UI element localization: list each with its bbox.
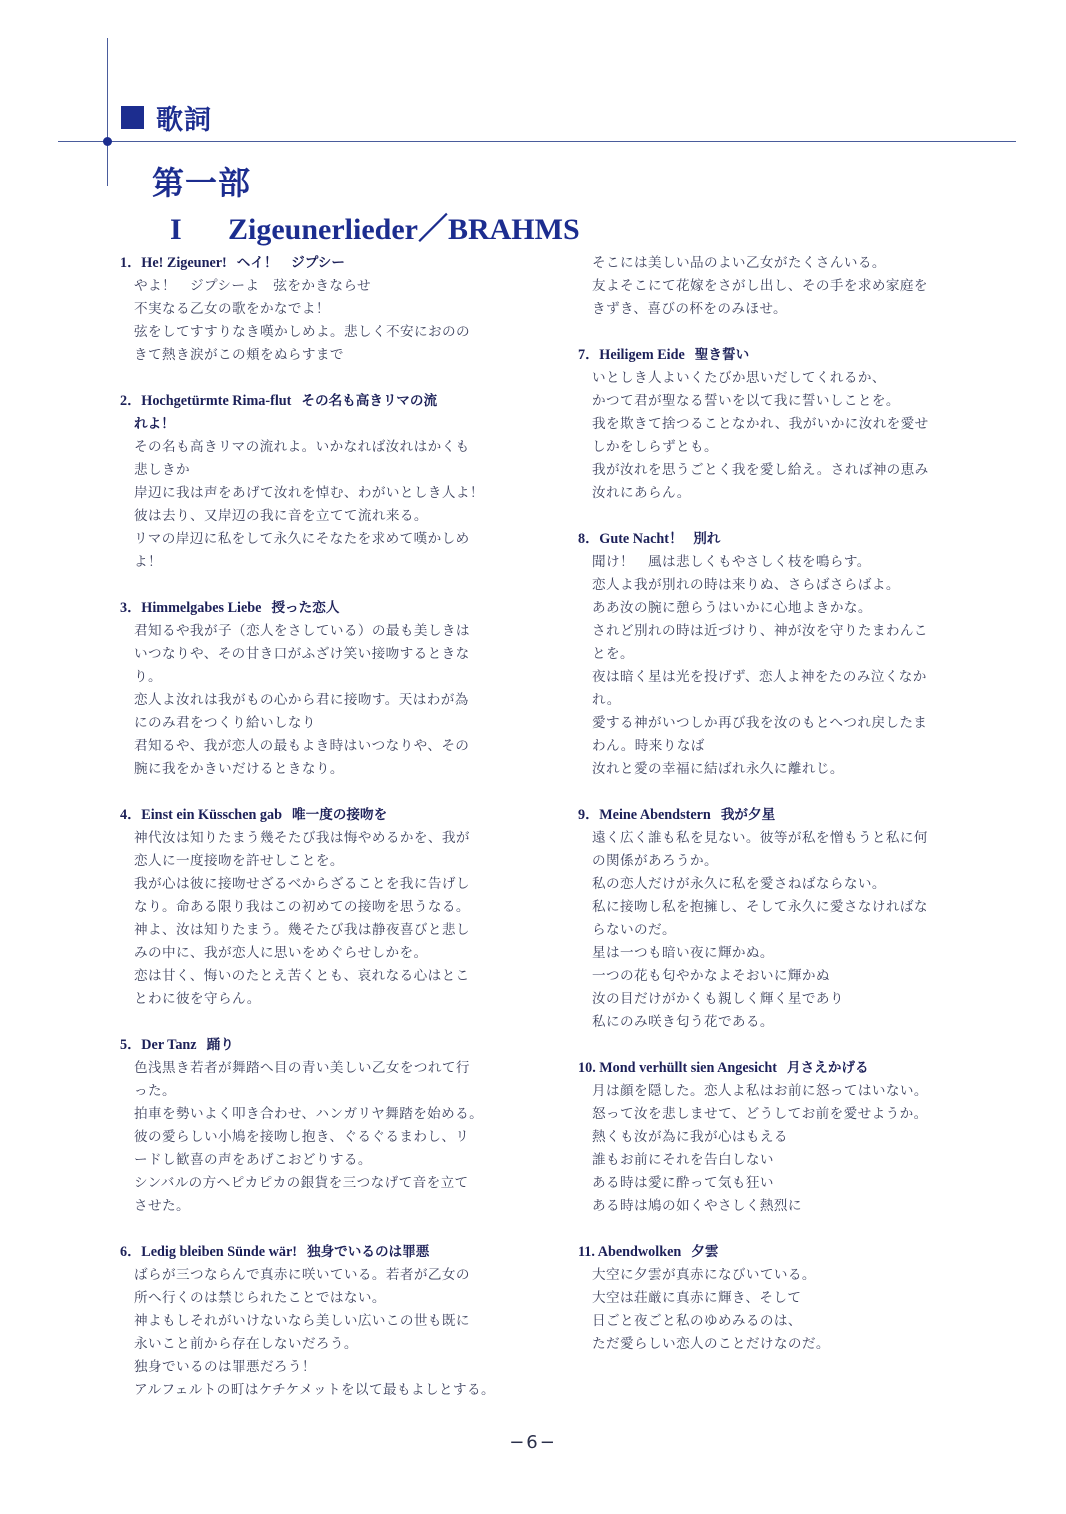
section-title: 歌詞 [156, 105, 212, 136]
song-block [120, 1241, 512, 1402]
song-heading: 10. Mond verhüllt sien Angesicht 月さえかげる [578, 1060, 869, 1076]
page-number: −6− [509, 1432, 557, 1453]
lyric-line: 悲しきか [134, 462, 190, 478]
song-block [120, 1034, 512, 1218]
lyric-line: アルフェルトの町はケチケメットを以て最もよしとする。 [134, 1382, 495, 1398]
lyric-line: らないのだ。 [592, 922, 676, 938]
lyric-line: よ！ [134, 554, 162, 570]
lyrics-column-right [578, 252, 970, 1356]
lyric-line: 恋は甘く、悔いのたとえ苦くとも、哀れなる心はとこ [134, 968, 470, 984]
song-heading: 3．Himmelgabes Liebe 授った恋人 [120, 600, 340, 616]
lyric-line: 不実なる乙女の歌をかなでよ！ [134, 301, 330, 317]
song-heading: 7．Heiligem Eide 聖き誓い [578, 347, 750, 363]
lyric-line: 永いこと前から存在しないだろう。 [134, 1336, 358, 1352]
lyric-line: ああ汝の腕に憩らうはいかに心地よきかな。 [592, 600, 872, 616]
lyric-line: いとしき人よいくたびか思いだしてくれるか、 [592, 370, 886, 386]
lyric-line: 大空は荘厳に真赤に輝き、そして [592, 1290, 802, 1306]
lyric-line: やよ！ ジプシーよ 弦をかきならせ [134, 278, 371, 294]
song-block [578, 528, 970, 781]
part-title: 第一部 [152, 164, 252, 202]
lyric-line: 我が心は彼に接吻せざるべからざることを我に告げし [134, 876, 470, 892]
lyric-line: 神よ、汝は知りたまう。幾そたび我は静夜喜びと悲し [134, 922, 470, 938]
song-block [120, 597, 512, 781]
lyric-line: いつなりや、その甘き口がふざけ笑い接吻するときな [134, 646, 470, 662]
lyric-line: 独身でいるのは罪悪だろう！ [134, 1359, 316, 1375]
lyrics-column-left [120, 252, 512, 1402]
lyric-line: ただ愛らしい恋人のことだけなのだ。 [592, 1336, 830, 1352]
lyric-line: 遠く広く誰も私を見ない。彼等が私を憎もうと私に何 [592, 830, 928, 846]
lyric-line: そこには美しい品のよい乙女がたくさんいる。 [592, 255, 886, 271]
lyric-line: なり。命ある限り我はこの初めての接吻を思うなる。 [134, 899, 470, 915]
song-block [120, 804, 512, 1011]
lyric-line: 私の恋人だけが永久に私を愛さねばならない。 [592, 876, 886, 892]
lyric-line: ばらが三つならんで真赤に咲いている。若者が乙女の [134, 1267, 470, 1283]
lyric-line: みの中に、我が恋人に思いをめぐらせしかを。 [134, 945, 428, 961]
song-heading: 9．Meine Abendstern 我が夕星 [578, 807, 776, 823]
lyric-line: 君知るや、我が恋人の最もよき時はいつなりや、その [134, 738, 470, 754]
lyric-line: シンバルの方へピカピカの銀貨を三つなげて音を立て [134, 1175, 469, 1191]
lyric-line: きずき、喜びの杯をのみほせ。 [592, 301, 787, 317]
lyric-line: 弦をしてすすりなき嘆かしめよ。悲しく不安におのの [134, 324, 470, 340]
piece-title-text: Zigeunerlieder／BRAHMS [228, 213, 580, 246]
lyric-line: 私に接吻し私を抱擁し、そして永久に愛さなければな [592, 899, 928, 915]
lyric-line: 彼は去り、又岸辺の我に音を立てて流れ来る。 [134, 508, 428, 524]
lyric-line: わん。時来りなば [592, 738, 705, 754]
lyric-line: 星は一つも暗い夜に輝かぬ。 [592, 945, 774, 961]
song-heading: 11. Abendwolken 夕雲 [578, 1244, 719, 1260]
lyric-line: り。 [134, 669, 162, 685]
vertical-rule [107, 38, 108, 186]
song-heading: 5．Der Tanz 踊り [120, 1037, 234, 1053]
lyric-line: させた。 [134, 1198, 190, 1214]
song-block [578, 1057, 970, 1218]
lyric-line: 汝れにあらん。 [592, 485, 691, 501]
lyric-line: 日ごと夜ごと私のゆめみるのは、 [592, 1313, 802, 1329]
lyric-line: 色浅黒き若者が舞踏へ目の青い美しい乙女をつれて行 [134, 1060, 470, 1076]
rule-junction-dot [103, 137, 112, 146]
lyric-line: 腕に我をかきいだけるときなり。 [134, 761, 344, 777]
lyric-line: れ。 [592, 692, 621, 708]
song-heading: 4．Einst ein Küsschen gab 唯一度の接吻を [120, 807, 388, 823]
lyric-line: リマの岸辺に私をして永久にそなたを求めて嘆かしめ [134, 531, 470, 547]
lyric-line: 聞け！ 風は悲しくもやさしく枝を鳴らす。 [592, 554, 871, 570]
lyric-line: 汝れと愛の幸福に結ばれ永久に離れじ。 [592, 761, 844, 777]
song-block [120, 390, 512, 574]
piece-title [170, 204, 580, 248]
song-block [578, 344, 970, 505]
song-block [578, 804, 970, 1034]
lyric-line: った。 [134, 1083, 176, 1099]
lyric-line: しかをしらずとも。 [592, 439, 718, 455]
lyric-line: ある時は愛に酔って気も狂い [592, 1175, 774, 1191]
lyric-line: 熱くも汝が為に我が心はもえる [592, 1129, 788, 1145]
lyric-line: とを。 [592, 646, 634, 662]
lyric-line: 神代汝は知りたまう幾そたび我は悔やめるかを、我が [134, 830, 470, 846]
song-block [120, 252, 512, 367]
song-block [578, 1241, 970, 1356]
lyric-line: 拍車を勢いよく叩き合わせ、ハンガリヤ舞踏を始める。 [134, 1106, 484, 1122]
lyric-line: 君知るや我が子（恋人をさしている）の最も美しきは [134, 623, 470, 639]
lyric-line: 私にのみ咲き匂う花である。 [592, 1014, 774, 1030]
lyric-line: 我を欺きて捨つることなかれ、我がいかに汝れを愛せ [592, 416, 929, 432]
lyric-line: 大空に夕雲が真赤になびいている。 [592, 1267, 816, 1283]
song-heading: 2．Hochgetürmte Rima-flut その名も高きリマの流 [120, 393, 438, 409]
lyric-line: 月は顔を隠した。恋人よ私はお前に怒ってはいない。 [592, 1083, 928, 1099]
lyric-line: とわに彼を守らん。 [134, 991, 261, 1007]
section-square-icon [121, 106, 144, 129]
lyric-line: その名も高きリマの流れよ。いかなれば汝れはかくも [134, 439, 470, 455]
lyric-line: 岸辺に我は声をあげて汝れを悼む、わがいとしき人よ！ [134, 485, 484, 501]
lyric-line: ある時は鳩の如くやさしく熱烈に [592, 1198, 802, 1214]
piece-numeral: I [170, 213, 182, 246]
song-heading-cont: れよ！ [134, 416, 175, 432]
lyric-line: 所へ行くのは禁じられたことではない。 [134, 1290, 386, 1306]
lyric-line: ードし歓喜の声をあげこおどりする。 [134, 1152, 372, 1168]
lyric-line: 恋人よ汝れは我がもの心から君に接吻す。天はわが為 [134, 692, 469, 708]
lyric-line: 汝の目だけがかくも親しく輝く星であり [592, 991, 844, 1007]
lyric-line: かつて君が聖なる誓いを以て我に誓いしことを。 [592, 393, 900, 409]
lyric-line: されど別れの時は近づけり、神が汝を守りたまわんこ [592, 623, 928, 639]
lyric-line: の関係があろうか。 [592, 853, 718, 869]
lyric-line: 我が汝れを思うごとく我を愛し給え。されば神の恵み [592, 462, 929, 478]
song-heading: 1．He! Zigeuner! ヘイ！ ジプシー [120, 255, 345, 271]
lyric-line: にのみ君をつくり給いしなり [134, 715, 316, 731]
song-heading: 8．Gute Nacht！ 別れ [578, 531, 721, 547]
lyric-line: 恋人に一度接吻を許せしことを。 [134, 853, 344, 869]
lyric-line: 一つの花も匂やかなよそおいに輝かぬ [592, 968, 830, 984]
lyric-line: 怒って汝を悲しませて、どうしてお前を愛せようか。 [592, 1106, 928, 1122]
lyric-line: 恋人よ我が別れの時は来りぬ、さらばさらばよ。 [592, 577, 900, 593]
song-heading: 6．Ledig bleiben Sünde wär! 独身でいるのは罪悪 [120, 1244, 430, 1260]
lyric-line: きて熱き涙がこの頬をぬらすまで [134, 347, 344, 363]
lyric-line: 誰もお前にそれを告白しない [592, 1152, 774, 1168]
lyric-line: 愛する神がいつしか再び我を汝のもとへつれ戻したま [592, 715, 928, 731]
song-block-continued [578, 252, 970, 321]
lyric-line: 夜は暗く星は光を投げず、恋人よ神をたのみ泣くなか [592, 669, 927, 685]
lyric-line: 神よもしそれがいけないなら美しい広いこの世も既に [134, 1313, 470, 1329]
horizontal-rule [58, 141, 1016, 142]
lyric-line: 友よそこにて花嫁をさがし出し、その手を求め家庭を [592, 278, 928, 294]
lyric-line: 彼の愛らしい小鳩を接吻し抱き、ぐるぐるまわし、リ [134, 1129, 470, 1145]
